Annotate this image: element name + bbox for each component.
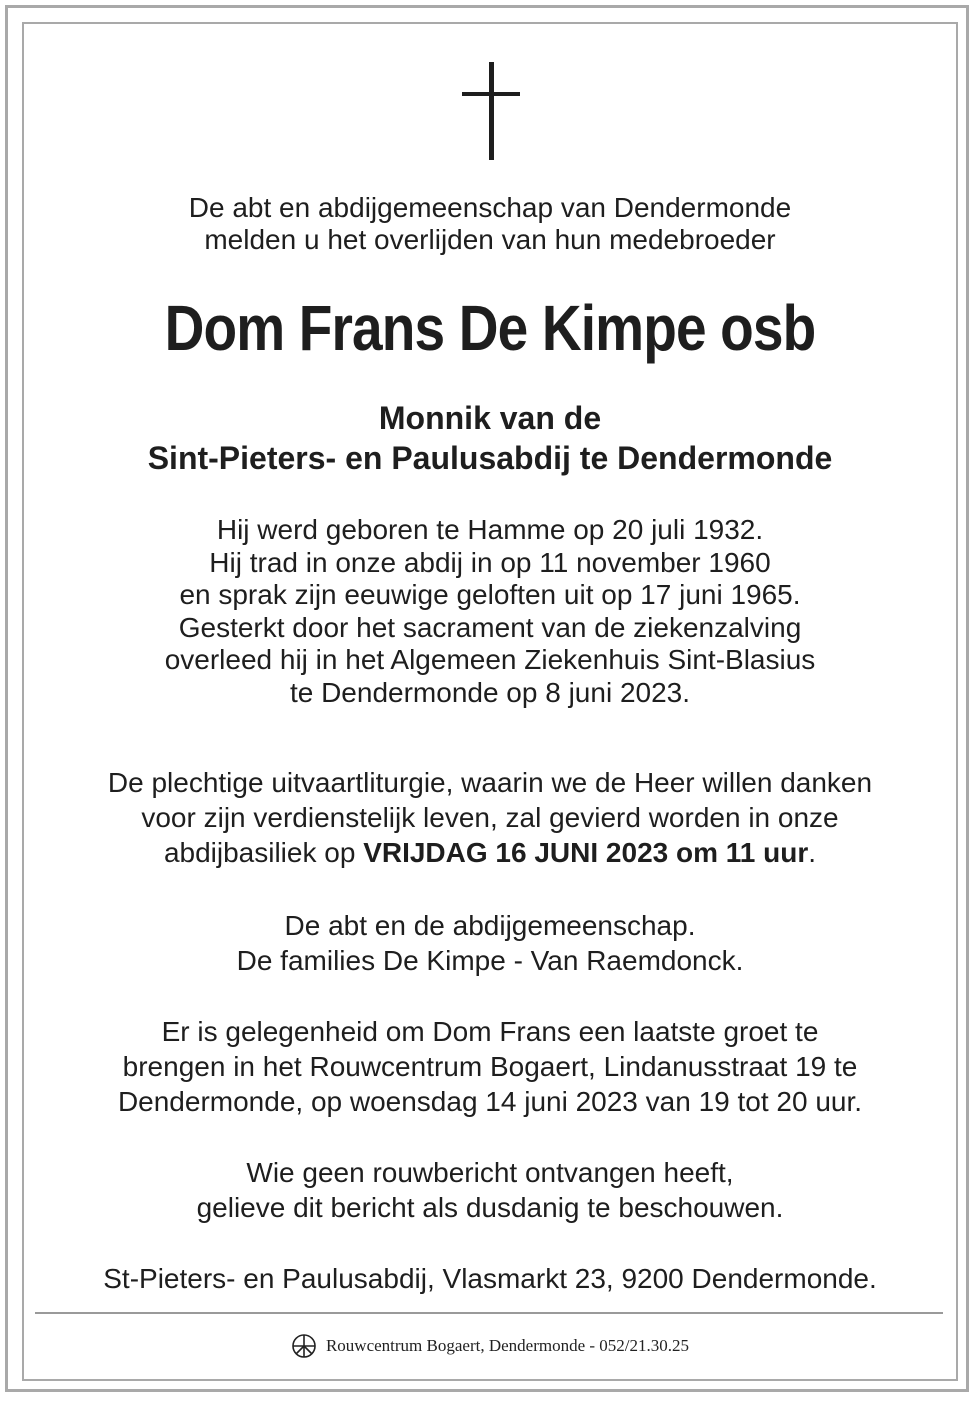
subtitle-line: Sint-Pieters- en Paulusabdij te Dendermonde <box>147 440 833 476</box>
bio-line: overleed hij in het Algemeen Ziekenhuis Sint-Blasius <box>164 644 816 675</box>
funeral-date: VRIJDAG 16 JUNI 2023 om 11 uur <box>363 837 809 868</box>
abbey-address: St-Pieters- en Paulusabdij, Vlasmarkt 23, 9200 Dendermonde. <box>103 1263 877 1294</box>
signatories <box>24 908 956 978</box>
peace-logo-icon <box>291 1333 317 1359</box>
funeral-line: voor zijn verdienstelijk leven, zal gevierd worden in onze <box>141 802 839 833</box>
funeral-prefix: abdijbasiliek op <box>163 837 364 868</box>
bio-line: en sprak zijn eeuwige geloften uit op 17 juni 1965. <box>179 579 801 610</box>
bio-line: te Dendermonde op 8 juni 2023. <box>289 676 691 708</box>
notice-line: gelieve dit bericht als dusdanig te beschouwen. <box>196 1192 784 1223</box>
bio-line: Gesterkt door het sacrament van de ziekenzalving <box>178 611 802 643</box>
bio-line: Hij trad in onze abdij in op 11 november 1960 <box>209 546 771 578</box>
signatory-line: De families De Kimpe - Van Raemdonck. <box>236 945 744 976</box>
visitation-info <box>24 1014 956 1119</box>
funeral-suffix: . <box>808 837 817 868</box>
deceased-name: Dom Frans De Kimpe osb <box>164 292 816 364</box>
visit-line: Er is gelegenheid om Dom Frans een laatste groet te <box>161 1016 819 1047</box>
subtitle-line: Monnik van de <box>378 400 602 436</box>
bio-line: Hij werd geboren te Hamme op 20 juli 1932. <box>216 514 764 545</box>
funeral-line: De plechtige uitvaartliturgie, waarin we de Heer willen danken <box>107 767 873 798</box>
intro-line: De abt en abdijgemeenschap van Dendermonde <box>188 192 792 223</box>
notice-line: Wie geen rouwbericht ontvangen heeft, <box>246 1157 734 1188</box>
funeral-details <box>24 765 956 870</box>
footer <box>0 1331 980 1361</box>
biography <box>24 514 956 709</box>
intro-text <box>24 192 956 256</box>
funeral-line <box>24 835 956 870</box>
signatory-line: De abt en de abdijgemeenschap. <box>284 910 696 941</box>
intro-line: melden u het overlijden van hun medebroeder <box>204 224 776 255</box>
cross-icon <box>460 62 522 160</box>
visit-line: Dendermonde, op woensdag 14 juni 2023 van 19 tot 20 uur. <box>117 1086 863 1117</box>
subtitle <box>24 398 956 478</box>
divider <box>35 1312 943 1314</box>
footer-text: Rouwcentrum Bogaert, Dendermonde - 052/21.30.25 <box>325 1336 690 1355</box>
visit-line: brengen in het Rouwcentrum Bogaert, Lindanusstraat 19 te <box>122 1051 858 1082</box>
notice-text <box>24 1155 956 1225</box>
